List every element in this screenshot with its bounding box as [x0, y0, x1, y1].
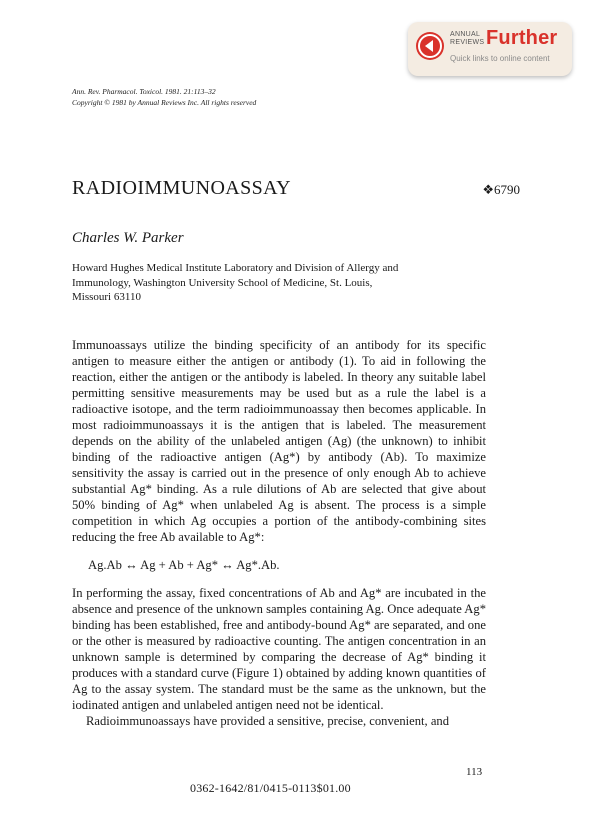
- page-number: 113: [466, 766, 483, 778]
- footer-code: 0362-1642/81/0415-0113$01.00: [190, 781, 351, 795]
- equilibrium-equation: Ag.Ab ↔ Ag + Ab + Ag* ↔ Ag*.Ab.: [88, 558, 280, 572]
- journal-citation: [72, 86, 256, 108]
- article-title: RADIOIMMUNOASSAY: [72, 177, 292, 199]
- badge-subtext: Quick links to online content: [450, 54, 550, 63]
- badge-brand-small: ANNUAL REVIEWS: [450, 31, 485, 46]
- citation-line: Ann. Rev. Pharmacol. Toxicol. 1981. 21:113–32: [72, 87, 216, 96]
- body-paragraph: Radioimmunoassays have provided a sensitive, precise, convenient, and: [86, 714, 450, 728]
- arrow-left-circle-icon: [416, 32, 444, 60]
- annual-reviews-further-badge[interactable]: [408, 22, 572, 76]
- affiliation-line: Howard Hughes Medical Institute Laboratory and Division of Allergy and: [72, 262, 399, 274]
- affiliation-line: Immunology, Washington University School of Medicine, St. Louis,: [72, 276, 373, 289]
- article-body: [72, 337, 486, 729]
- badge-further-text: Further: [486, 27, 558, 49]
- copyright-line: Copyright © 1981 by Annual Reviews Inc. All rights reserved: [72, 98, 257, 107]
- article-number: ❖6790: [482, 182, 520, 197]
- affiliation-line: Missouri 63110: [72, 291, 141, 303]
- body-paragraph: Immunoassays utilize the binding specificity of an antibody for its specific antigen to measure either the antigen or antibody (1). To aid in following the reaction, either the antigen or the antibody is labeled. In theory any suitable label permitting sensitive measurements may be used but as a rule the label is a radioactive isotope, and the term radioimmunoassay then becomes applicable. In most radioimmunoassays it is the antigen that is labeled. The measurement depends on the ability of the unlabeled antigen (Ag) (the unknown) to inhibit binding of the radioactive antigen (Ag*) by antibody (Ab). To maximize sensitivity the assay is carried out in the presence of only enough Ab to achieve substantial Ag* binding. As a rule dilutions of Ab are selected that give about 50% binding of Ag* when unlabeled Ag is absent. The process is a simple competition in which Ag occupies a portion of the antibody-combining sites reducing the free Ab available to Ag*:: [72, 338, 486, 544]
- body-paragraph: In performing the assay, fixed concentrations of Ab and Ag* are incubated in the absence and presence of the unknown samples containing Ag. Once adequate Ag* binding has been established, free and antibody-bound Ag* are separated, and one or the other is measured by radioactive counting. The antigen concentration in an unknown sample is determined by comparing the decrease of Ag* binding it produces with a standard curve (Figure 1) obtained by adding known quantities of Ag to the assay system. The standard must be the same as the unknown, but the iodinated antigen and unlabeled antigen need not be identical.: [72, 586, 486, 712]
- author-affiliation: [72, 261, 472, 305]
- author-name: Charles W. Parker: [72, 230, 184, 246]
